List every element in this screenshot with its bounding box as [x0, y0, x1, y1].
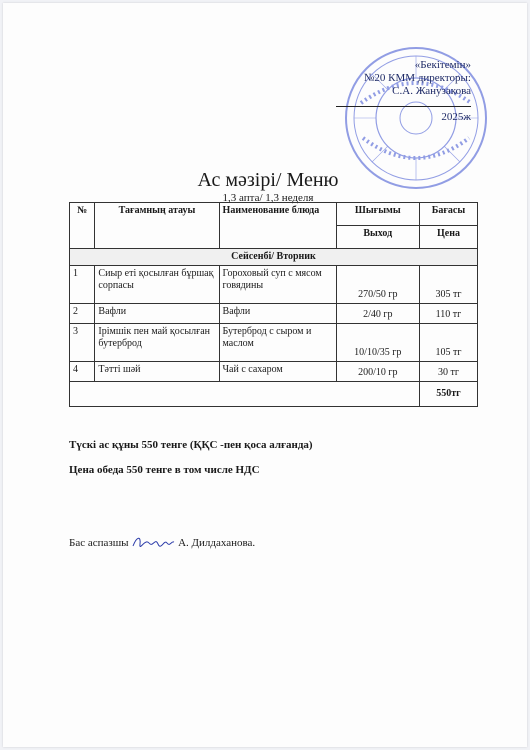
- col-header-name-kz: Тағамның атауы: [95, 203, 219, 249]
- dish-price: 110 тг: [419, 304, 477, 324]
- dish-name-ru: Чай с сахаром: [219, 362, 336, 382]
- signature-line: [336, 100, 471, 107]
- row-number: 1: [70, 266, 95, 304]
- chef-name: А. Дилдаханова.: [178, 537, 256, 549]
- col-header-price-kz: Бағасы: [419, 203, 477, 226]
- table-row: [70, 266, 478, 304]
- handwritten-signature: [131, 534, 175, 550]
- dish-price: 105 тг: [419, 324, 477, 362]
- dish-yield: 10/10/35 гр: [336, 324, 419, 362]
- menu-table: [69, 202, 478, 407]
- price-note-kz: Түскі ас құны 550 тенге (ҚҚС -пен қоса алғанда): [69, 439, 313, 451]
- table-row: [70, 324, 478, 362]
- dish-name-ru: Бутерброд с сыром и маслом: [219, 324, 336, 362]
- dish-yield: 270/50 гр: [336, 266, 419, 304]
- dish-name-ru: Гороховый суп с мясом говядины: [219, 266, 336, 304]
- chef-signature-line: [69, 534, 255, 550]
- approval-block: [321, 59, 471, 124]
- approval-date: 2025ж: [441, 111, 471, 123]
- col-header-price-ru: Цена: [419, 226, 477, 249]
- chef-label: Бас аспазшы: [69, 537, 129, 549]
- price-note-ru: Цена обеда 550 тенге в том числе НДС: [69, 464, 260, 476]
- dish-yield: 2/40 гр: [336, 304, 419, 324]
- col-header-yield-ru: Выход: [336, 226, 419, 249]
- dish-name-kz: Сиыр еті қосылған бұршақ сорпасы: [95, 266, 219, 304]
- dish-yield: 200/10 гр: [336, 362, 419, 382]
- menu-title: Ас мәзірі/ Меню: [197, 169, 339, 191]
- document-page: [3, 3, 527, 747]
- dish-name-kz: Тәтті шәй: [95, 362, 219, 382]
- col-header-no: №: [70, 203, 95, 249]
- table-row: [70, 304, 478, 324]
- col-header-name-ru: Наименование блюда: [219, 203, 336, 249]
- approval-line: «Бекітемін»: [414, 59, 471, 71]
- week-subtitle: 1,3 апта/ 1,3 неделя: [222, 192, 314, 204]
- dish-price: 30 тг: [419, 362, 477, 382]
- col-header-yield-kz: Шығымы: [336, 203, 419, 226]
- approval-line: №20 КММ директоры:: [363, 72, 471, 84]
- approval-line: С.А. Жанузакова: [392, 85, 471, 97]
- dish-name-ru: Вафли: [219, 304, 336, 324]
- dish-name-kz: Ірімшік пен май қосылған бутерброд: [95, 324, 219, 362]
- row-number: 4: [70, 362, 95, 382]
- dish-name-kz: Вафли: [95, 304, 219, 324]
- table-row: [70, 362, 478, 382]
- total-spacer: [70, 382, 420, 407]
- day-label: Сейсенбі/ Вторник: [70, 249, 478, 266]
- row-number: 3: [70, 324, 95, 362]
- dish-price: 305 тг: [419, 266, 477, 304]
- total-price: 550тг: [419, 382, 477, 407]
- row-number: 2: [70, 304, 95, 324]
